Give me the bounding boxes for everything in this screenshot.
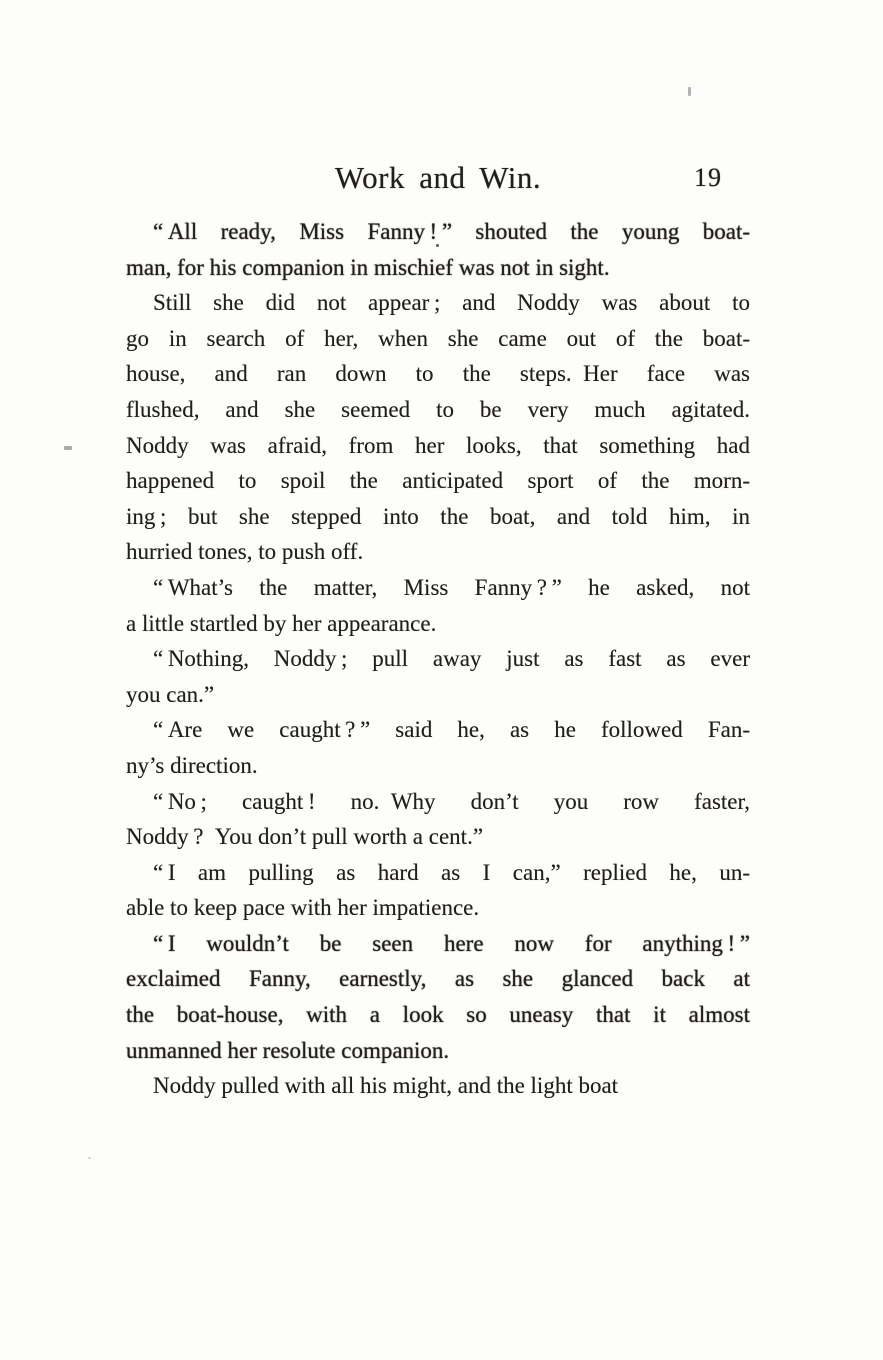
text-line: Noddy pulled with all his might, and the light boat <box>153 1073 619 1099</box>
text-line: Noddy was afraid, from her looks, that something had <box>126 432 750 458</box>
text-line: a little startled by her appearance. <box>126 610 437 636</box>
scan-speck <box>88 1157 91 1159</box>
text-line: ny’s direction. <box>126 752 258 778</box>
scan-speck <box>64 446 72 450</box>
text-line: Noddy ? You don’t pull worth a cent.” <box>126 824 484 850</box>
running-title: Work and Win. <box>334 160 542 195</box>
text-line: hurried tones, to push off. <box>126 539 364 565</box>
scan-speck <box>688 87 691 96</box>
text-line: unmanned her resolute companion. <box>126 1037 450 1063</box>
text-line: ing ; but she stepped into the boat, and told him, in <box>126 503 750 529</box>
text-line: “ I am pulling as hard as I can,” replied he, un- <box>153 859 750 885</box>
scan-speck <box>436 244 439 247</box>
text-line: “ What’s the matter, Miss Fanny ? ” he asked, not <box>153 574 750 600</box>
page-number: 19 <box>694 163 722 192</box>
text-line: house, and ran down to the steps. Her face was <box>126 361 750 387</box>
page-header <box>126 160 750 196</box>
text-line: “ Nothing, Noddy ; pull away just as fast as ever <box>153 646 750 672</box>
text-line: “ I wouldn’t be seen here now for anything ! ” <box>153 930 750 956</box>
text-line: “ No ; caught ! no. Why don’t you row faster, <box>153 788 750 814</box>
text-line: happened to spoil the anticipated sport of the morn- <box>126 468 750 494</box>
text-block <box>126 214 750 1104</box>
text-line: flushed, and she seemed to be very much agitated. <box>126 396 750 422</box>
text-line: you can.” <box>126 681 215 707</box>
text-line: exclaimed Fanny, earnestly, as she glanced back at <box>126 966 750 992</box>
text-line: man, for his companion in mischief was not in sight. <box>126 254 610 280</box>
text-line: able to keep pace with her impatience. <box>126 895 480 921</box>
text-line: “ All ready, Miss Fanny ! ” shouted the young boat- <box>153 219 750 244</box>
text-line: Still she did not appear ; and Noddy was about to <box>153 290 750 316</box>
text-line: go in search of her, when she came out of the boat- <box>126 325 750 351</box>
text-line: “ Are we caught ? ” said he, as he followed Fan- <box>153 717 750 743</box>
text-line: the boat-house, with a look so uneasy that it almost <box>126 1002 750 1028</box>
